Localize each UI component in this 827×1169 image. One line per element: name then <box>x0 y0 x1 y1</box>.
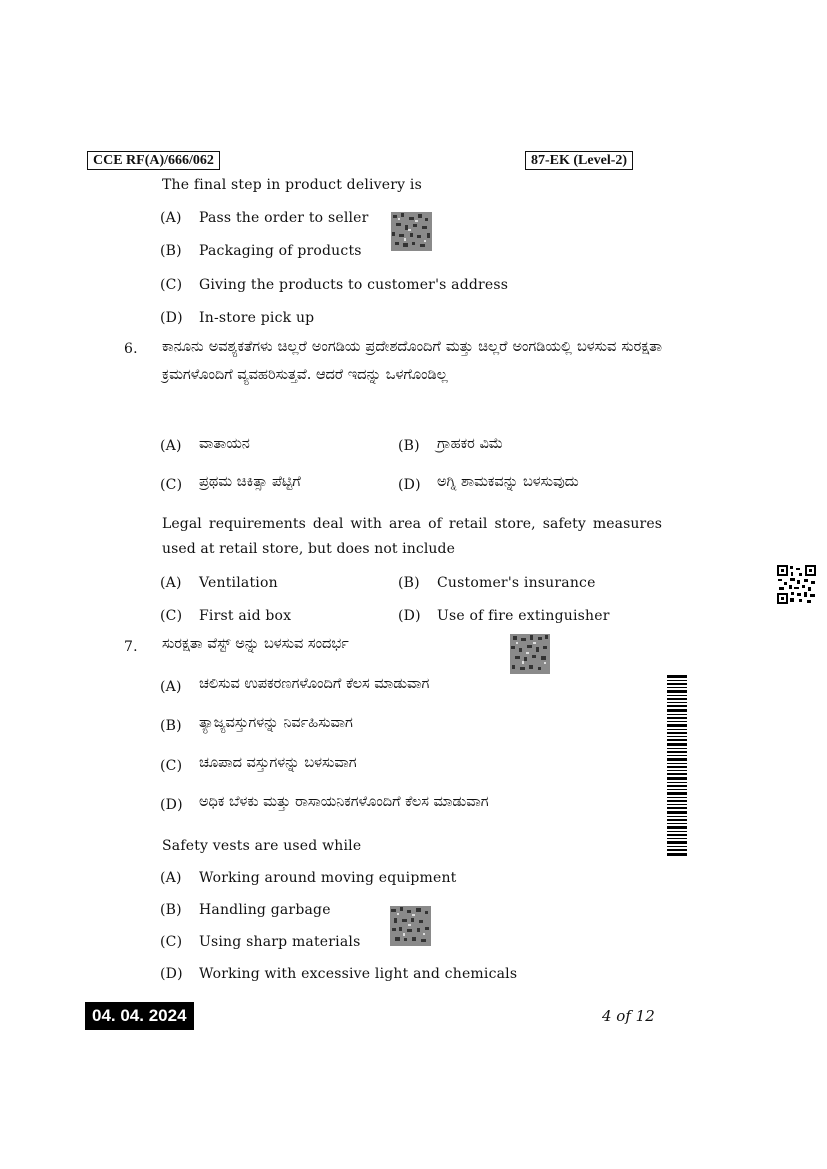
subject-code: 87-EK (Level-2) <box>525 151 633 170</box>
q6-en-option-text: Ventilation <box>199 575 278 591</box>
watermark-noise-pattern <box>391 212 432 251</box>
q5-option-text: In-store pick up <box>199 310 315 326</box>
q5-option-label: (D) <box>160 310 183 326</box>
q6-kn-option-text: ಅಗ್ನಿ ಶಾಮಕವನ್ನು ಬಳಸುವುದು <box>437 474 579 490</box>
q6-en-option-label: (A) <box>160 575 182 591</box>
q5-option-label: (A) <box>160 210 182 226</box>
exam-date-badge: 04. 04. 2024 <box>85 1002 194 1030</box>
q7-kn-option-text: ಚಲಿಸುವ ಉಪಕರಣಗಳೊಂದಿಗೆ ಕೆಲಸ ಮಾಡುವಾಗ <box>199 676 430 692</box>
q7-kn-option-label: (C) <box>160 758 183 774</box>
q6-kn-option-label: (A) <box>160 438 182 454</box>
q6-en-option-text: First aid box <box>199 608 292 624</box>
q6-kn-option-label: (C) <box>160 477 183 493</box>
q6-kn-option-text: ಪ್ರಥಮ ಚಿಕಿತ್ಸಾ ಪೆಟ್ಟಿಗೆ <box>199 474 301 490</box>
q5-option-text: Pass the order to seller <box>199 210 369 226</box>
page-number: 4 of 12 <box>602 1007 655 1025</box>
qr-code <box>777 565 816 604</box>
q7-number: 7. <box>124 639 138 655</box>
q7-kn-option-label: (B) <box>160 718 182 734</box>
q6-en-option-label: (B) <box>398 575 420 591</box>
q6-kn-option-text: ವಾತಾಯನ <box>199 436 250 452</box>
barcode <box>667 675 687 857</box>
q5-option-label: (B) <box>160 243 182 259</box>
q7-en-option-text: Handling garbage <box>199 902 331 918</box>
q6-en-option-text: Customer's insurance <box>437 575 596 591</box>
q7-kn-option-text: ಅಧಿಕ ಬೆಳಕು ಮತ್ತು ರಾಸಾಯನಿಕಗಳೊಂದಿಗೆ ಕೆಲಸ ಮಾಡುವಾಗ <box>199 794 489 810</box>
q5-option-text: Packaging of products <box>199 243 362 259</box>
q7-en-option-text: Working with excessive light and chemicals <box>199 966 518 982</box>
watermark-noise-pattern <box>510 634 550 674</box>
q7-en-option-text: Using sharp materials <box>199 934 361 950</box>
q7-question-kannada: ಸುರಕ್ಷತಾ ವೆಸ್ಟ್ ಅನ್ನು ಬಳಸುವ ಸಂದರ್ಭ <box>162 636 349 652</box>
q5-option-label: (C) <box>160 277 183 293</box>
q5-question: The final step in product delivery is <box>162 177 422 193</box>
q6-kn-option-label: (B) <box>398 438 420 454</box>
q6-kn-option-text: ಗ್ರಾಹಕರ ವಿಮೆ <box>437 436 504 452</box>
q7-question-english: Safety vests are used while <box>162 838 362 854</box>
q5-option-text: Giving the products to customer's address <box>199 277 509 293</box>
q6-en-option-label: (D) <box>398 608 421 624</box>
q6-question-kannada: ಕಾನೂನು ಅವಶ್ಯಕತೆಗಳು ಚಿಲ್ಲರೆ ಅಂಗಡಿಯ ಪ್ರದೇಶದೊಂದಿಗೆ ಮತ್ತು ಚಿಲ್ಲರೆ ಅಂಗಡಿಯಲ್ಲಿ ಬಳಸುವ ಸುರಕ್ಷತಾ ಕ್ರಮಗಳೊಂದಿಗೆ ವ್ಯವಹರಿಸುತ್ತವೆ. ಆದರೆ ಇದನ್ನು ಒಳಗೊಂಡಿಲ್ಲ <box>162 339 662 383</box>
q7-kn-option-label: (D) <box>160 797 183 813</box>
q6-en-option-label: (C) <box>160 608 183 624</box>
q7-en-option-label: (B) <box>160 902 182 918</box>
q7-en-option-label: (C) <box>160 934 183 950</box>
q7-en-option-label: (D) <box>160 966 183 982</box>
q7-kn-option-text: ತ್ಯಾಜ್ಯವಸ್ತುಗಳನ್ನು ನಿರ್ವಹಿಸುವಾಗ <box>199 715 353 731</box>
watermark-noise-pattern <box>390 906 431 946</box>
q6-number: 6. <box>124 341 138 357</box>
q6-en-option-text: Use of fire extinguisher <box>437 608 610 624</box>
q7-kn-option-label: (A) <box>160 679 182 695</box>
q7-en-option-label: (A) <box>160 870 182 886</box>
q6-kn-option-label: (D) <box>398 477 421 493</box>
q7-en-option-text: Working around moving equipment <box>199 870 457 886</box>
paper-code: CCE RF(A)/666/062 <box>87 151 220 170</box>
q7-kn-option-text: ಚೂಪಾದ ವಸ್ತುಗಳನ್ನು ಬಳಸುವಾಗ <box>199 755 357 771</box>
q6-question-english: Legal requirements deal with area of retail store, safety measures used at retail store, but does not include <box>162 516 662 557</box>
